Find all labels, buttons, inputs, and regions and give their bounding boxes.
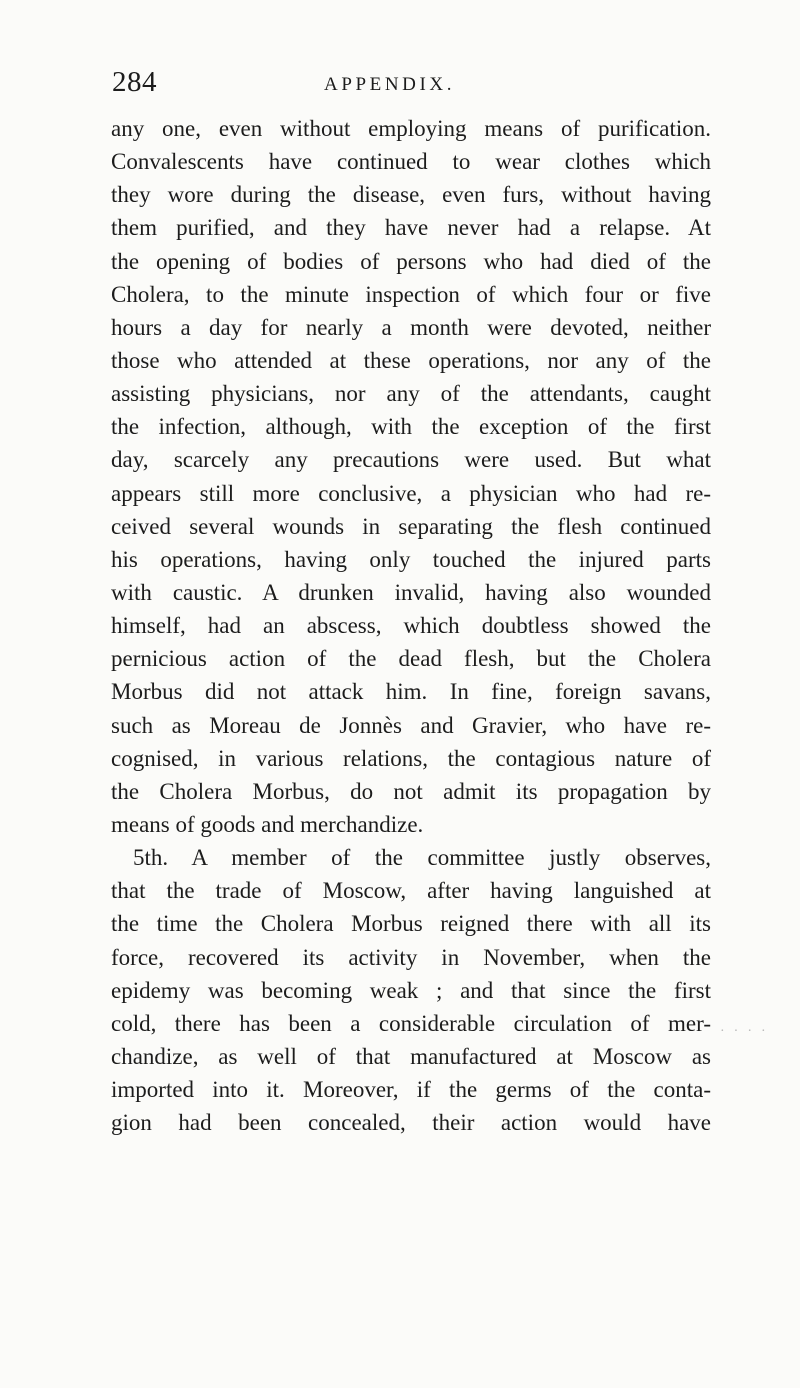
text-line: day, scarcely any precautions were used. But what: [111, 447, 711, 473]
text-line: gion had been concealed, their action would have: [111, 1110, 711, 1136]
text-line: Morbus did not attack him. In fine, foreign savans,: [111, 679, 711, 705]
text-line: with caustic. A drunken invalid, having also wounded: [111, 579, 711, 605]
text-line: the Cholera Morbus, do not admit its propagation by: [111, 778, 711, 804]
paragraph-end-line: means of goods and merchandize.: [111, 811, 424, 837]
text-line: such as Moreau de Jonnès and Gravier, who have re-: [111, 712, 711, 738]
running-head: [112, 62, 712, 102]
text-line: his operations, having only touched the injured parts: [111, 546, 711, 572]
text-line: pernicious action of the dead flesh, but the Cholera: [111, 646, 711, 672]
running-title: APPENDIX.: [324, 74, 456, 95]
text-line: cold, there has been a considerable circulation of mer-: [111, 1010, 711, 1036]
text-line: those who attended at these operations, nor any of the: [111, 347, 711, 373]
text-line: epidemy was becoming weak ; and that since the first: [111, 977, 711, 1003]
text-line: any one, even without employing means of purification.: [111, 116, 711, 141]
paragraph-start-line: 5th. A member of the committee justly observes,: [133, 845, 711, 871]
text-line: force, recovered its activity in November, when the: [111, 944, 711, 970]
text-line: them purified, and they have never had a relapse. At: [111, 215, 711, 241]
text-line: chandize, as well of that manufactured at Moscow as: [111, 1043, 711, 1069]
page-number: 284: [112, 66, 157, 98]
text-line: that the trade of Moscow, after having languished at: [111, 878, 711, 904]
body-text: [111, 112, 711, 1139]
text-line: Cholera, to the minute inspection of which four or five: [111, 281, 711, 307]
scan-speck-marks: ····: [720, 1024, 775, 1039]
text-line: the time the Cholera Morbus reigned there with all its: [111, 911, 711, 937]
text-line: the infection, although, with the exception of the first: [111, 414, 711, 440]
text-line: they wore during the disease, even furs, without having: [111, 182, 711, 208]
text-line: assisting physicians, nor any of the attendants, caught: [111, 381, 711, 407]
text-line: Convalescents have continued to wear clothes which: [111, 149, 711, 175]
text-line: ceived several wounds in separating the flesh continued: [111, 513, 711, 539]
text-line: hours a day for nearly a month were devoted, neither: [111, 314, 711, 340]
text-line: the opening of bodies of persons who had died of the: [111, 248, 711, 274]
text-line: appears still more conclusive, a physician who had re-: [111, 480, 711, 506]
text-line: cognised, in various relations, the contagious nature of: [111, 745, 711, 771]
text-line: himself, had an abscess, which doubtless showed the: [111, 613, 711, 639]
text-line: imported into it. Moreover, if the germs of the conta-: [111, 1077, 711, 1103]
